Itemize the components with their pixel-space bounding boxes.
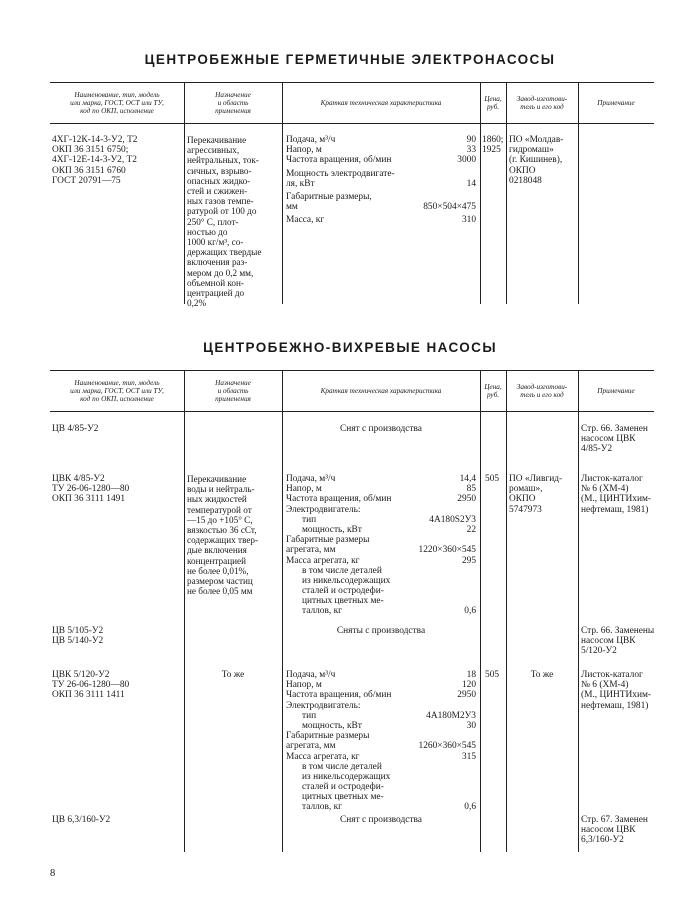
row-spec: Подача, м³/ч 18 Напор, м 120 Частота вращения, об/мин 2950 Электродвигатель: тип 4А180М2У3 мощность, кВт 30 Габаритные размеры агрегата, мм 1260×360×545 Масса агрегата, кг 315 в том числе деталей из никельсодержащих сталей и остродефи- цитных цветных ме- таллов, кг 0,6	[286, 670, 476, 813]
row-price: 505	[485, 670, 500, 680]
row-name: ЦВ 4/85-У2	[52, 424, 99, 434]
spec-line: мм 850×504×475	[286, 202, 476, 213]
row-name: ЦВК 4/85-У2 ТУ 26-06-1280—80 ОКП 36 3111 1491	[52, 474, 130, 505]
row-spec-status: Снят с производства	[340, 424, 422, 434]
row-purpose: Перекачивание воды и нейтраль- ных жидкостей температурой от —15 до +105° С, вязкостью 36 сСт, содержащих твер- дые включения концентрацией не более 0,01%, размером частиц не более 0,05 мм	[187, 474, 259, 597]
header-maker: Завод-изготови- тель и его код	[516, 383, 568, 399]
table-hermetic-pumps	[50, 82, 654, 309]
header-name: Наименование, тип, модель или марка, ГОСТ, ОСТ или ТУ, код по ОКП, исполнение	[70, 91, 164, 115]
page-number: 8	[50, 868, 56, 879]
spec-line: Напор, м 33	[286, 145, 476, 156]
header-price: Цена, руб.	[484, 383, 502, 399]
row-price: 1860; 1925	[482, 135, 504, 156]
spec-line: Мощность электродвигате-	[286, 168, 395, 179]
row-price: 505	[485, 474, 500, 484]
spec-line: Габаритные размеры,	[286, 191, 372, 202]
section2-title: ЦЕНТРОБЕЖНО-ВИХРЕВЫЕ НАСОСЫ	[203, 340, 497, 355]
row-name: ЦВ 6,3/160-У2	[52, 815, 111, 825]
header-price: Цена, руб.	[484, 95, 502, 111]
spec-line: ля, кВт 14	[286, 178, 476, 189]
header-name: Наименование, тип, модель или марка, ГОСТ, ОСТ или ТУ, код по ОКП, исполнение	[70, 379, 164, 403]
row-maker: То же	[530, 670, 554, 680]
header-note: Примечание	[597, 99, 635, 107]
header-spec: Краткая техническая характеристика	[320, 99, 442, 107]
table-body	[50, 412, 654, 852]
row-note: Листок-каталог № 6 (ХМ-4) (М., ЦИНТИхим- нефтемаш, 1981)	[581, 670, 652, 711]
table-header	[50, 82, 654, 124]
row-spec-status: Снят с производства	[340, 815, 422, 825]
row-maker: ПО «Ливгид- ромаш», ОКПО 5747973	[509, 474, 563, 515]
spec-line: Подача, м³/ч 90	[286, 135, 476, 145]
row-spec	[286, 135, 476, 226]
row-note: Листок-каталог № 6 (ХМ-4) (М., ЦИНТИхим- нефтемаш, 1981)	[581, 474, 652, 515]
table-vortex-pumps	[50, 370, 654, 852]
row-spec: Подача, м³/ч 14,4 Напор, м 85 Частота вращения, об/мин 2950 Электродвигатель: тип 4А180S2У3 мощность, кВт 22 Габаритные размеры агрегата, мм 1220×360×545 Масса агрегата, кг 295 в том числе деталей из никельсодержащих сталей и остродефи- цитных цветных ме- таллов, кг 0,6	[286, 474, 476, 617]
row-name: 4ХГ-12К-14-3-У2, Т2 ОКП 36 3151 6750; 4ХГ-12Е-14-3-У2, Т2 ОКП 36 3151 6760 ГОСТ 20791—75	[52, 135, 138, 186]
table-body	[50, 124, 654, 309]
header-purpose: Назначение и область применения	[215, 91, 251, 115]
header-purpose: Назначение и область применения	[215, 379, 251, 403]
row-note: Стр. 66. Заменен насосом ЦВК 4/85-У2	[581, 424, 648, 455]
row-purpose: Перекачивание агрессивных, нейтральных, ток- сичных, взрыво- опасных жидко- стей и сжижен- ных газов темпе- ратурой от 100 до 250° С, плот- ностью до 1000 кг/м³, со- держащих твердые включения раз- мером до 0,2 мм, объемной кон- центрацией до 0,2%	[187, 135, 262, 309]
section1-title: ЦЕНТРОБЕЖНЫЕ ГЕРМЕТИЧНЫЕ ЭЛЕКТРОНАСОСЫ	[144, 52, 556, 67]
spec-line: Частота вращения, об/мин 3000	[286, 155, 476, 166]
spec-line: Масса, кг 310	[286, 215, 476, 226]
row-maker: ПО «Молдав- гидромаш» (г. Кишинев), ОКПО 0218048	[509, 135, 564, 186]
row-name: ЦВ 5/105-У2 ЦВ 5/140-У2	[52, 626, 104, 647]
row-purpose: То же	[221, 670, 245, 680]
header-maker: Завод-изготови- тель и его код	[516, 95, 568, 111]
header-spec: Краткая техническая характеристика	[320, 387, 442, 395]
row-spec-status: Сняты с производства	[336, 626, 426, 636]
row-note: Стр. 66. Заменены насосом ЦВК 5/120-У2	[581, 626, 655, 657]
header-note: Примечание	[597, 387, 635, 395]
table-header	[50, 370, 654, 412]
row-name: ЦВК 5/120-У2 ТУ 26-06-1280—80 ОКП 36 3111 1411	[52, 670, 130, 701]
row-note: Стр. 67. Заменен насосом ЦВК 6,3/160-У2	[581, 815, 648, 846]
